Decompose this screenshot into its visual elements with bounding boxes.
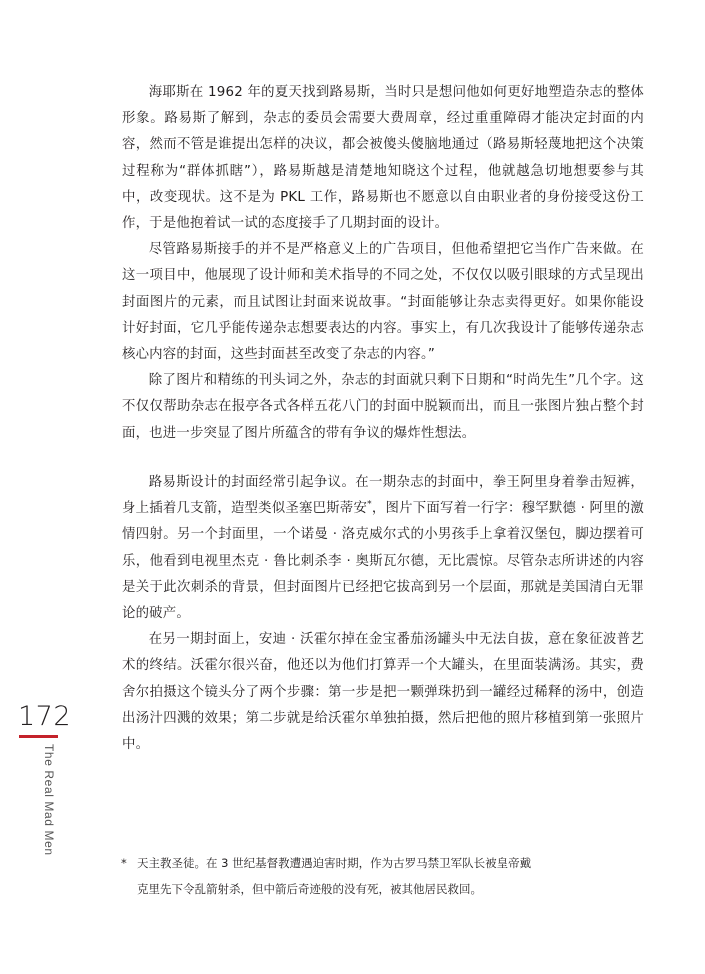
paragraph-3: 除了图片和精练的刊头词之外，杂志的封面就只剩下日期和“时尚先生”几个字。这不仅仅帮助杂志在报亭各式各样五花八门的封面中脱颖而出，而且一张图片独占整个封面，也进一步突显了图片所蕴含的带有争议的爆炸性想法。	[122, 373, 644, 441]
footnote-line-1: 天主教圣徒。在 3 世纪基督教遭遇迫害时期，作为古罗马禁卫军队长被皇帝戴	[137, 856, 532, 870]
body-text-upper	[122, 80, 644, 447]
footnote-marker: *	[121, 856, 127, 870]
paragraph-4-part-1: 路易斯设计的封面经常引起争议。在一期杂志的封面中，拳王阿里身着拳击短裤，身上插着几支箭，造型类似圣塞巴斯蒂安	[122, 475, 644, 517]
paragraph-4	[122, 470, 644, 627]
paragraph-1: 海耶斯在 1962 年的夏天找到路易斯，当时只是想问他如何更好地塑造杂志的整体形象。路易斯了解到，杂志的委员会需要大费周章，经过重重障碍才能决定封面的内容，然而不管是谁提出怎样的决议，都会被傻头傻脑地通过（路易斯轻蔑地把这个决策过程称为“群体抓瞎”），路易斯越是清楚地知晓这个过程，他就越急切地想要参与其中，改变现状。这不是为 PKL 工作，路易斯也不愿意以自由职业者的身份接受这份工作，于是他抱着试一试的态度接手了几期封面的设计。	[122, 85, 644, 232]
running-title	[40, 744, 56, 856]
footnote-reference-mark: *	[367, 499, 372, 510]
paragraph-2: 尽管路易斯接手的并不是严格意义上的广告项目，但他希望把它当作广告来做。在这一项目中，他展现了设计师和美术指导的不同之处，不仅仅以吸引眼球的方式呈现出封面图片的元素，而且试图让封面来说故事。“封面能够让杂志卖得更好。如果你能设计好封面，它几乎能传递杂志想要表达的内容。事实上，有几次我设计了能够传递杂志核心内容的封面，这些封面甚至改变了杂志的内容。”	[122, 242, 644, 363]
page-number-rule	[19, 735, 58, 738]
footnote	[121, 850, 591, 902]
paragraph-5: 在另一期封面上，安迪 · 沃霍尔掉在金宝番茄汤罐头中无法自拔，意在象征波普艺术的终结。沃霍尔很兴奋，他还以为他们打算弄一个大罐头，在里面装满汤。其实，费舍尔拍摄这个镜头分了两个步骤：第一步是把一颗弹珠扔到一罐经过稀释的汤中，创造出汤汁四溅的效果；第二步就是给沃霍尔单独拍摄，然后把他的照片移植到第一张照片中。	[122, 632, 644, 753]
page-number: 172	[18, 701, 72, 732]
running-title-text: The Real Mad Men	[42, 744, 56, 856]
body-text-lower	[122, 470, 644, 758]
footnote-line-2: 克里先下令乱箭射杀，但中箭后奇迹般的没有死，被其他居民救回。	[137, 882, 482, 896]
paragraph-4-part-2: ，图片下面写着一行字：穆罕默德 · 阿里的激情四射。另一个封面里，一个诺曼 · 洛克威尔式的小男孩手上拿着汉堡包，脚边摆着可乐，他看到电视里杰克 · 鲁比刺杀李 · 奥斯瓦尔德，无比震惊。尽管杂志所讲述的内容是关于此次刺杀的背景，但封面图片已经把它拔高到另一个层面，那就是美国清白无罪论的破产。	[122, 501, 644, 622]
